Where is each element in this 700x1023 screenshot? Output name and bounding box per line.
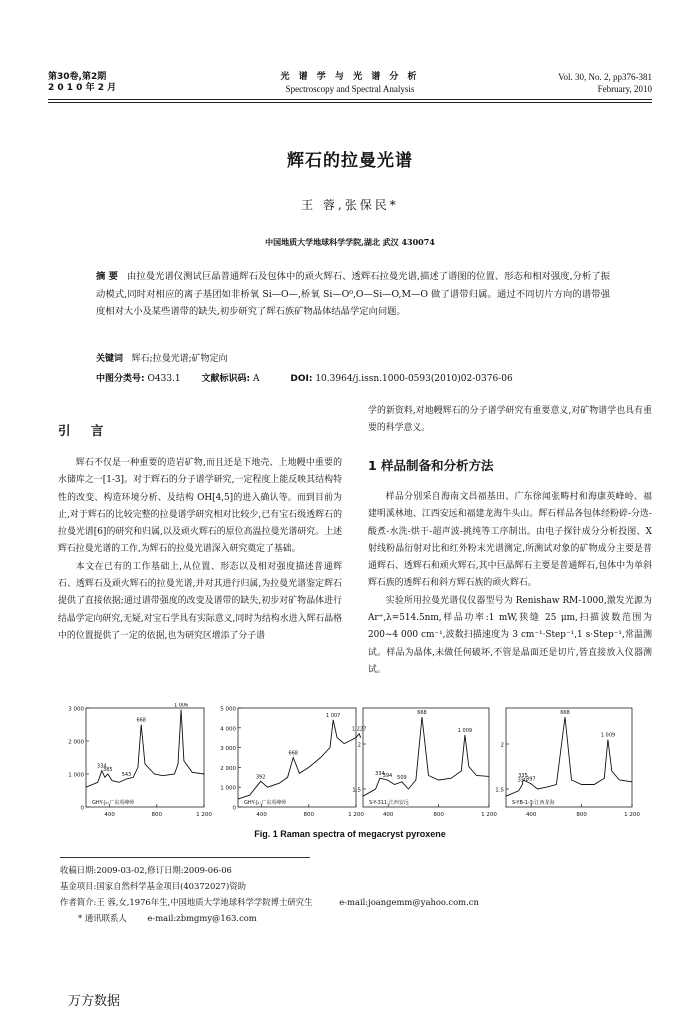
- section-1-heading: 1 样品制备和分析方法: [368, 458, 494, 473]
- peak-label: 334: [375, 771, 385, 778]
- intro-paragraph-1: 辉石不仅是一种重要的造岩矿物,而且还是下地壳、上地幔中重要的水储库之一[1-3]。对于辉石的分子谱学研究,一定程度上能反映其结构特性的改变、构造环境分析、及结构 OH[4,5]的进入确认等。而到目前为止,对于辉石的比较完整的拉曼谱学研究相对比较少,已有宝石级透辉石的拉曼光谱[6]的研究和归属,以及顽火辉石的原位高温拉曼光谱研究。上述辉石拉曼光谱的工作,为辉石的拉曼光谱深入研究奠定了基础。: [58, 458, 342, 555]
- article-title: 辉石的拉曼光谱: [287, 151, 413, 171]
- clc-label: 中图分类号:: [96, 374, 145, 384]
- received-date: 收稿日期:2009-03-02,修订日期:2009-06-06: [60, 865, 232, 875]
- classification-line: [96, 372, 610, 386]
- sample-label: GHY-J₁:广东英峰岭: [244, 800, 287, 806]
- issue-date: February, 2010: [597, 84, 652, 94]
- peak-label: 392: [255, 774, 266, 781]
- authors: 王 蓉,张保民*: [301, 198, 399, 212]
- raman-spectra-figure: [50, 703, 650, 825]
- methods-body: [368, 489, 652, 679]
- methods-paragraph-2: 实验所用拉曼光谱仪仪器型号为 Renishaw RM-1000,激发光源为 Ar⁺,λ=514.5nm,样品功率:1 mW,狭缝 25 μm,扫描波数范围为 200~4 000 cm⁻¹,波数扫描速度为 3 cm⁻¹·Step⁻¹,1 s·Step⁻¹,常温测试。样品为晶体,未做任何破坏,不管是晶面还是切片,皆直接放入仪器测试。: [368, 595, 652, 675]
- y-tick-label: 5 000: [220, 706, 236, 713]
- x-tick-label: 1 200: [196, 812, 212, 818]
- x-tick-label: 400: [104, 812, 115, 818]
- peak-label: 668: [288, 750, 298, 757]
- sample-label: S-YB-1-3:江西龙海: [512, 800, 555, 806]
- x-tick-label: 800: [433, 812, 444, 818]
- peak-label: 397: [526, 776, 536, 783]
- y-tick-label: 2 000: [220, 765, 236, 772]
- peak-label: 668: [136, 717, 146, 724]
- y-tick-label: 2: [500, 742, 504, 749]
- watermark: 万方数据: [68, 994, 121, 1009]
- x-tick-label: 800: [151, 812, 163, 818]
- sample-label: GHY-J₄:广东英峰岭: [92, 800, 135, 806]
- citation: Vol. 30, No. 2, pp376-381: [558, 72, 652, 82]
- corresponding-label: * 通讯联系人: [78, 913, 127, 923]
- spectrum-panel-2: [220, 707, 366, 819]
- year-month: 2 0 1 0 年 2 月: [48, 83, 117, 93]
- intro-paragraph-2: 本文在已有的工作基础上,从位置、形态以及相对强度描述普通辉石、透辉石及顽火辉石的拉曼光谱,并对其进行归属,为拉曼光谱鉴定辉石提供了直接依据;通过谱带强度的改变及谱带的缺失,初步对矿物晶体进行结晶学定向研究,无疑,对宝石学具有实际意义,同时为结构水进入辉石晶格中的位置提供了一定的依据,也为研究区增添了分子谱: [58, 561, 342, 641]
- affiliation: 中国地质大学地球科学学院,湖北 武汉 430074: [265, 237, 435, 247]
- y-tick-label: 4 000: [220, 726, 236, 733]
- continuation-text: 学的新资料,对地幔辉石的分子谱学研究有重要意义,对矿物谱学也具有重要的科学意义。: [368, 406, 652, 434]
- corresponding-line: [60, 910, 640, 926]
- y-tick-label: 2 000: [68, 739, 84, 746]
- intro-heading: 引 言: [58, 423, 112, 438]
- y-tick-label: 0: [232, 805, 236, 812]
- spectrum-line: [506, 717, 632, 796]
- y-tick-label: 1.5: [495, 787, 504, 794]
- doi-value: 10.3964/j.issn.1000-0593(2010)02-0376-06: [315, 374, 513, 384]
- figure-caption: Fig. 1 Raman spectra of megacryst pyroxene: [254, 829, 446, 839]
- spectrum-panel-1: [68, 703, 212, 818]
- clc-value: O433.1: [147, 374, 181, 384]
- y-tick-label: 3 000: [220, 746, 236, 753]
- peak-label: 330: [517, 777, 528, 784]
- keywords-label: 关键词: [96, 354, 124, 364]
- peak-label: 1 009: [457, 728, 473, 734]
- sample-label: S-Y-311:江西安远: [369, 800, 409, 806]
- abstract: [96, 268, 610, 321]
- y-tick-label: 2: [357, 742, 361, 749]
- y-tick-label: 1 000: [220, 785, 236, 792]
- abstract-label: 摘 要: [96, 271, 118, 282]
- author-bio-line: [60, 894, 640, 910]
- keywords-text: 辉石;拉曼光谱;矿物定向: [131, 354, 228, 364]
- corresponding-email: e-mail:zbmgmy@163.com: [147, 913, 257, 923]
- doc-code-value: A: [253, 374, 260, 384]
- x-tick-label: 1 200: [481, 812, 497, 818]
- x-tick-label: 1 200: [348, 812, 364, 818]
- peak-label: 1 007: [326, 712, 341, 719]
- peak-label: 509: [397, 774, 407, 781]
- x-tick-label: 800: [576, 812, 587, 818]
- fund-info: 基金项目:国家自然科学基金项目(40372027)资助: [60, 881, 246, 891]
- peak-label: 335: [518, 773, 528, 779]
- x-tick-label: 400: [525, 812, 537, 818]
- doi-label: DOI:: [290, 374, 313, 384]
- footnote-rule: [60, 857, 310, 858]
- spectrum-line: [238, 720, 361, 799]
- right-column-continuation: [368, 403, 652, 438]
- x-tick-label: 400: [382, 812, 394, 818]
- peak-label: 1 227: [352, 726, 367, 733]
- x-tick-label: 800: [303, 812, 315, 818]
- spectrum-panel-4: [495, 708, 640, 818]
- spectrum-panel-3: [352, 708, 497, 818]
- peak-label: 1 009: [600, 732, 616, 739]
- peak-label: 394: [382, 773, 393, 779]
- journal-title-en: Spectroscopy and Spectral Analysis: [285, 84, 415, 94]
- plot-frame: [238, 708, 356, 807]
- peak-label: 668: [560, 710, 570, 716]
- peak-label: 1 006: [173, 703, 189, 709]
- header-rule: [48, 99, 652, 100]
- abstract-text: 由拉曼光谱仪测试巨晶普通辉石及包体中的顽火辉石、透辉石拉曼光谱,描述了谱图的位置、形态和相对强度,分析了振动模式,同时对相应的离子基团如非桥氧 Si—O—,桥氧 Si—O⁰,O—Si—O,M—O 做了谱带归属。通过不同切片方向的谱带强度相对大小及某些谱带的缺失,初步研究了辉石族矿物晶体结晶学定向问题。: [96, 271, 610, 317]
- keywords: [96, 352, 610, 366]
- peak-label: 668: [417, 710, 427, 716]
- doc-code-label: 文献标识码:: [201, 374, 251, 384]
- peak-label: 543: [121, 771, 132, 778]
- author-email: e-mail:joangemm@yahoo.com.cn: [339, 897, 479, 907]
- y-tick-label: 0: [80, 805, 84, 812]
- methods-paragraph-1: 样品分别采自海南文昌福基田、广东徐闻张畴村和海康英峰岭、福建明溪林地、江西安远和福建龙海牛头山。辉石样品各包体经粉碎-分选-酸煮-水洗-烘干-超声波-挑纯等工序制出。由电子探针成分分析投图、X射线粉晶衍射对比和红外粉末光谱测定,所测试对象的矿物成分主要是普通辉石、透辉石和顽火辉石,其中巨晶辉石主要是普通辉石,包体中为单斜辉石族的透辉石和斜方辉石族的顽火辉石。: [368, 492, 652, 589]
- x-tick-label: 400: [256, 812, 267, 818]
- plot-frame: [363, 708, 489, 807]
- journal-title-cn: 光 谱 学 与 光 谱 分 析: [280, 72, 420, 82]
- peak-label: 334: [97, 763, 107, 770]
- y-tick-label: 1.5: [352, 787, 361, 794]
- peak-label: 385: [103, 767, 113, 773]
- y-tick-label: 1 000: [68, 772, 84, 779]
- y-tick-label: 3 000: [68, 706, 84, 713]
- x-tick-label: 1 200: [624, 812, 640, 818]
- volume-issue: 第30卷,第2期: [48, 72, 107, 82]
- footnotes: [60, 862, 640, 926]
- intro-body: [58, 455, 342, 645]
- header-rule-2: [48, 102, 652, 103]
- author-bio: 作者简介:王 蓉,女,1976年生,中国地质大学地球科学学院博士研究生: [60, 897, 313, 907]
